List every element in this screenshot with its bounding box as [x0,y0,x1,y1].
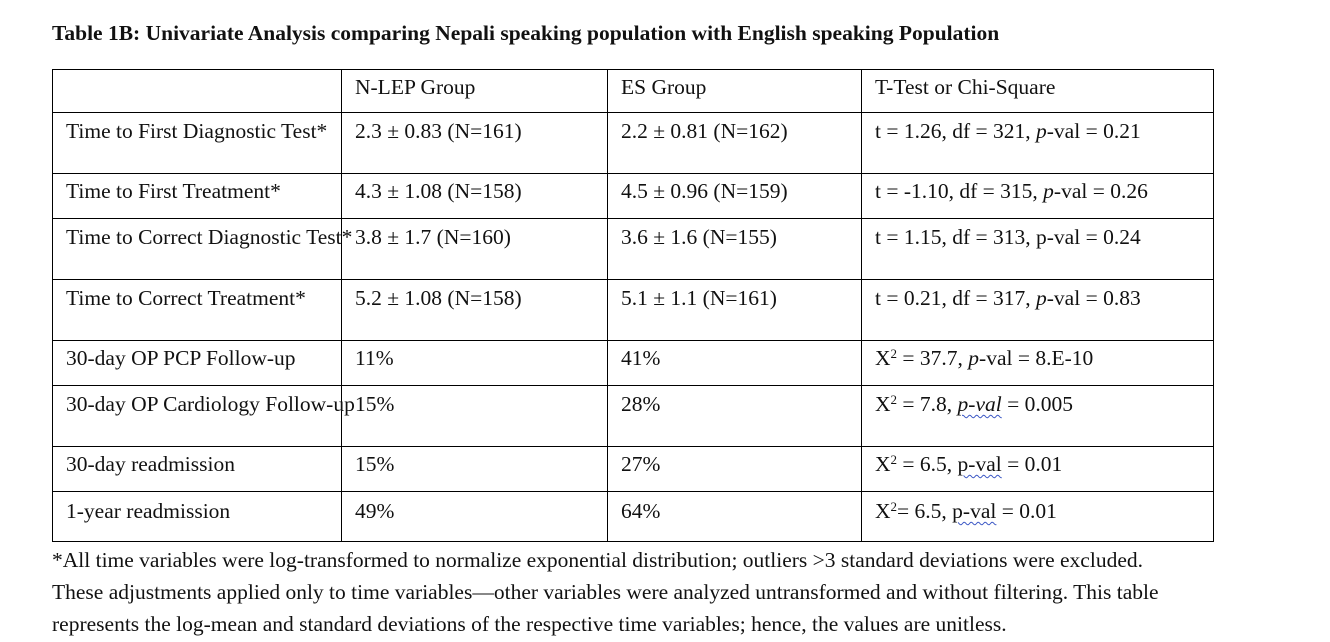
test-text: -val = 0.24 [1046,225,1141,249]
test-text: -val = 0.21 [1046,119,1141,143]
p-symbol: p-val [957,392,1002,416]
row-label: Time to First Diagnostic Test* [53,113,342,174]
row-label: 1-year readmission [53,492,342,542]
test-text: X [875,452,891,476]
test-text: X [875,392,891,416]
table-row [53,219,1214,280]
table-caption: Table 1B: Univariate Analysis comparing Nepali speaking population with English speaking Population [52,21,1000,45]
es-value: 41% [608,341,862,386]
test-text: = 6.5, [897,452,958,476]
test-text: = 0.01 [996,499,1057,523]
test-text: -val = 8.E-10 [979,346,1094,370]
row-label: 30-day OP Cardiology Follow-up [53,386,342,447]
test-statistic [862,280,1214,341]
row-label: 30-day readmission [53,447,342,492]
es-value: 64% [608,492,862,542]
es-value: 4.5 ± 0.96 (N=159) [608,174,862,219]
test-text: t = 1.15, df = 313, [875,225,1037,249]
row-label: Time to Correct Treatment* [53,280,342,341]
es-value: 27% [608,447,862,492]
footnote-line: *All time variables were log-transformed to normalize exponential distribution; outliers >3 standard deviations were excluded. [52,548,1143,572]
test-text: t = 1.26, df = 321, [875,119,1037,143]
p-symbol: p [1036,119,1047,143]
header-cell-es: ES Group [608,70,862,113]
superscript: 2 [890,452,898,467]
es-value: 3.6 ± 1.6 (N=155) [608,219,862,280]
p-symbol: p [1036,286,1047,310]
test-text: t = -1.10, df = 315, [875,179,1044,203]
test-text: -val = 0.83 [1046,286,1141,310]
es-value: 5.1 ± 1.1 (N=161) [608,280,862,341]
header-cell-blank [53,70,342,113]
test-statistic [862,447,1214,492]
nlep-value: 15% [342,386,608,447]
footnote-line: These adjustments applied only to time variables—other variables were analyzed untransformed and without filtering. This table [52,580,1159,604]
test-statistic [862,492,1214,542]
table-row [53,447,1214,492]
nlep-value: 3.8 ± 1.7 (N=160) [342,219,608,280]
es-value: 2.2 ± 0.81 (N=162) [608,113,862,174]
nlep-value: 2.3 ± 0.83 (N=161) [342,113,608,174]
nlep-value: 4.3 ± 1.08 (N=158) [342,174,608,219]
test-statistic [862,386,1214,447]
table-row [53,386,1214,447]
nlep-value: 5.2 ± 1.08 (N=158) [342,280,608,341]
test-text: X [875,499,891,523]
footnote-line: represents the log-mean and standard deviations of the respective time variables; hence, the values are unitless. [52,612,1007,636]
p-symbol: p [1036,225,1047,249]
row-label: 30-day OP PCP Follow-up [53,341,342,386]
header-cell-nlep: N-LEP Group [342,70,608,113]
es-value: 28% [608,386,862,447]
p-symbol: p [968,346,980,370]
test-text: = 37.7, [897,346,969,370]
nlep-value: 15% [342,447,608,492]
header-cell-test: T-Test or Chi-Square [862,70,1214,113]
table-row [53,280,1214,341]
nlep-value: 11% [342,341,608,386]
table-row [53,341,1214,386]
p-symbol: p-val [957,452,1002,476]
test-text: = 7.8, [897,392,958,416]
p-symbol: p-val [952,499,997,523]
document-page [52,18,1302,640]
test-text: t = 0.21, df = 317, [875,286,1037,310]
row-label: Time to First Treatment* [53,174,342,219]
p-symbol: p [1043,179,1054,203]
table-footnote [52,544,1302,640]
univariate-analysis-table [52,69,1214,542]
test-text: = 0.005 [1001,392,1073,416]
row-label: Time to Correct Diagnostic Test* [53,219,342,280]
test-statistic [862,219,1214,280]
test-statistic [862,341,1214,386]
test-text: = 6.5, [897,499,953,523]
table-row [53,174,1214,219]
superscript: 2 [890,346,898,361]
superscript: 2 [890,499,898,514]
test-text: X [875,346,891,370]
test-statistic [862,113,1214,174]
table-row [53,492,1214,542]
table-row [53,113,1214,174]
test-statistic [862,174,1214,219]
nlep-value: 49% [342,492,608,542]
test-text: -val = 0.26 [1053,179,1148,203]
table-header-row [53,70,1214,113]
superscript: 2 [890,392,898,407]
test-text: = 0.01 [1001,452,1063,476]
